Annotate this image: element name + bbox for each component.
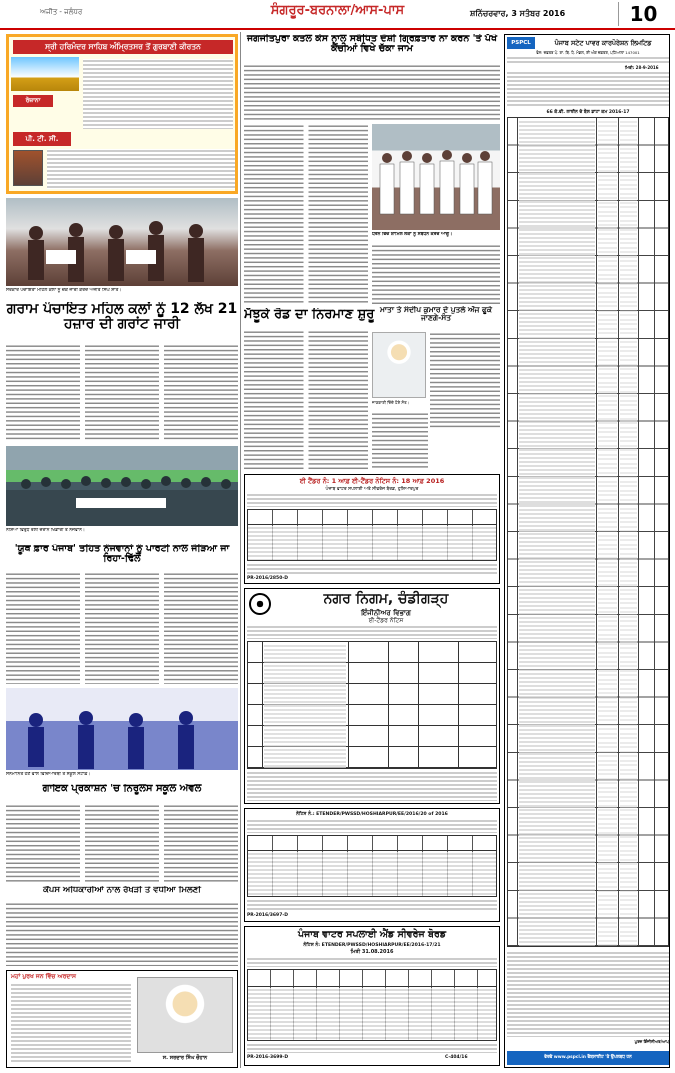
photo-people-illustration: [6, 198, 238, 286]
lead-headline: ਜਗਜੀਤਪੁਰਾ ਕਤਲ ਕੇਸ ਨਾਲ ਸਬੰਧਿਤ ਦੋਸ਼ੀ ਗ੍ਰਿਫ਼ਤਾਰ ਨਾ ਕਰਨ 'ਤੇ ਪੱਖੋ ਕੈਂਚੀਆਂ ਵਿਖੇ ਚੱਕਾ ਜਾਮ: [246, 34, 498, 54]
tender1-footer-text: [247, 563, 497, 575]
nagar-nigam-title: ਨਗਰ ਨਿਗਮ, ਚੰਡੀਗੜ੍ਹ: [323, 591, 449, 607]
gurbani-ad-text2: [47, 149, 235, 189]
pspcl-ad: [504, 34, 670, 1068]
pwssb-footer: [247, 1043, 497, 1053]
obituary-portrait: [137, 977, 233, 1053]
pspcl-footer: ਵੇਰਵੇ www.pspcl.in ਵੈੱਬਸਾਈਟ 'ਤੇ ਉਪਲਬਧ ਹਨ: [507, 1051, 669, 1065]
photo-rally-caption: ਨਸ਼ਿਆਂ ਵਿਰੁੱਧ ਰੈਲੀ ਦੌਰਾਨ ਖਿਡਾਰੀ ਤੇ ਨੌਜਵਾਨ।: [6, 528, 85, 533]
pwssb-ref: PR-2016-3699-D: [247, 1055, 289, 1060]
photo-sant: [372, 332, 426, 398]
photo-panchayat-caption: ਸਰਕਾਰ ਪੰਚਾਇਤਾਂ ਮਹਿਲ ਕਲਾਂ ਨੂੰ ਚੈੱਕ ਜਾਰੀ ਕਰਦੇ ਅਜੀਤ ਸਿੰਘ ਸ਼ਾਂਤ।: [6, 288, 122, 293]
lead-photo: [372, 124, 500, 230]
gurbani-ad: [6, 34, 238, 194]
portrait-photo: [13, 150, 43, 186]
pspcl-logo: PSPCL: [507, 37, 535, 49]
pwssb-intro: [247, 957, 497, 967]
badge-ptc: ਪੀ. ਟੀ. ਸੀ.: [13, 132, 71, 146]
obituary-title: ਮਹਾਂ ਪੁਰਖ ਜਨ ਵਿੱਚ ਅਰਦਾਸ: [11, 973, 77, 980]
photo-students-illustration: [6, 688, 238, 770]
tender1-table: [247, 509, 497, 561]
photo-students: [6, 688, 238, 770]
obituary-text: [11, 983, 131, 1063]
tender2-ref: PR-2016/3697-D: [247, 913, 288, 918]
headline-grant: ਗਰਾਮ ਪੰਚਾਇਤ ਮਹਿਲ ਕਲਾਂ ਨੂੰ 12 ਲੱਖ 21 ਹਜ਼ਾਰ ਦੀ ਗਰਾਂਟ ਜਾਰੀ: [6, 302, 238, 332]
tender2-ad: [244, 808, 500, 922]
issue-date: ਸ਼ਨਿੱਚਰਵਾਰ, 3 ਸਤੰਬਰ 2016: [470, 9, 566, 18]
obituary-name: ਸ. ਸਰਦਾਰ ਸਿੰਘ ਚੌਹਾਨ: [162, 1055, 208, 1061]
left-column: [6, 32, 238, 1068]
lead-story-text: [244, 64, 500, 122]
story-school-text: [6, 804, 238, 882]
story-grant-text: [6, 344, 238, 442]
story-effigy-text: [430, 332, 500, 428]
headline-road: ਮੱਝੂਕੇ ਰੋਡ ਦਾ ਨਿਰਮਾਣ ਸ਼ੁਰੂ: [244, 308, 375, 322]
story-effigy-text2: [372, 412, 428, 470]
pspcl-table: [507, 117, 669, 947]
lead-story-text-left: [244, 124, 368, 304]
emblem-icon: [249, 593, 271, 615]
nagar-nigam-ad: [244, 588, 500, 804]
city-label: ਅਜੀਤ - ਜਲੰਧਰ: [40, 8, 83, 16]
badge-rozana: ਰੋਜ਼ਾਨਾ: [13, 95, 53, 107]
headline-effigy: ਮਾਤਾ ਤੇ ਸੰਦੀਪ ਕੁਮਾਰ ਦੇ ਪੁਤਲੇ ਅੱਜ ਫੂਕੇ ਜਾਣਗੇ-ਸੰਤ: [379, 306, 493, 322]
photo-rally: [6, 446, 238, 526]
lead-photo-illustration: [372, 124, 500, 230]
headline-school: ਗਾਇਕ ਪ੍ਰਕਾਸ਼ਨੇ 'ਚ ਨਿਰੂਲਸ ਸਕੂਲ ਅੱਵਲ: [42, 784, 202, 794]
photo-panchayat: [6, 198, 238, 286]
nagar-nigam-notice: ਈ-ਟੈਂਡਰ ਨੋਟਿਸ: [368, 617, 404, 624]
lead-photo-caption: ਧਰਨੇ ਵਿਚ ਸ਼ਾਮਿਲ ਲੋਕਾਂ ਨੂੰ ਸੰਬੋਧਨ ਕਰਦੇ ਆਗੂ।: [372, 232, 453, 237]
obituary-ad: [6, 970, 238, 1068]
pwssb-code: C-404/16: [445, 1055, 468, 1060]
story-campus-text: [6, 902, 238, 966]
middle-column: [244, 32, 500, 1068]
page-number: 10: [618, 2, 668, 26]
pspcl-table-title: 66 ਕੇ.ਵੀ. ਲਾਈਨ ਦੇ ਬੋਲ ਡਾਟਾ ਕਮ 2016-17: [546, 110, 630, 115]
tender2-table: [247, 835, 497, 897]
pspcl-intro: [507, 71, 669, 107]
gurbani-ad-title: ਸ੍ਰੀ ਹਰਿਮੰਦਰ ਸਾਹਿਬ ਅੰਮ੍ਰਿਤਸਰ ਤੋਂ ਗੁਰਬਾਣੀ ਕੀਰਤਨ: [13, 40, 233, 54]
tender1-ad: [244, 474, 500, 584]
gurbani-ad-text: [83, 59, 233, 129]
section-title: ਸੰਗਰੂਰ-ਬਰਨਾਲਾ/ਆਸ-ਪਾਸ: [270, 3, 405, 18]
photo-sant-caption: ਜਾਣਕਾਰੀ ਦਿੰਦੇ ਹੋਏ ਸੰਤ।: [372, 400, 410, 405]
pspcl-title: ਪੰਜਾਬ ਸਟੇਟ ਪਾਵਰ ਕਾਰਪੋਰੇਸ਼ਨ ਲਿਮਟਿਡ: [554, 39, 652, 47]
pwssb-date: ਮਿਤੀ 31.08.2016: [350, 949, 394, 955]
tender1-intro: [247, 493, 497, 507]
pspcl-terms: [507, 951, 669, 1037]
golden-temple-image: [11, 57, 79, 91]
pwssb-table: [247, 969, 497, 1041]
story-road-text: [244, 330, 368, 470]
nagar-nigam-intro: [247, 625, 497, 639]
pwssb-title: ਪੰਜਾਬ ਵਾਟਰ ਸਪਲਾਈ ਐਂਡ ਸੀਵਰੇਜ ਬੋਰਡ: [297, 929, 447, 940]
pspcl-date: ਮਿਤੀ: 28-9-2016: [625, 65, 659, 70]
photo-crowd-illustration: [6, 446, 238, 526]
pwssb-notice: ਨੋਟਿਸ ਨੰ: ETENDER/PWSSD/HOSHIARPUR/EE/2016-17/21: [303, 943, 441, 948]
tender1-subtitle: ਪੰਜਾਬ ਵਾਟਰ ਸਪਲਾਈ ਅਤੇ ਸੀਵਰੇਜ ਬੋਰਡ, ਹੁਸ਼ਿਆਰਪੁਰ: [325, 487, 419, 492]
story-youth-text: [6, 572, 238, 684]
headline-campus: ਕੈਂਪਸ ਅਧਿਕਾਰੀਆਂ ਨਾਲ ਰੱਖੜੀ ਤੇ ਵਧੀਆ ਮਿਲਣੀ: [43, 886, 201, 895]
tender1-title: ਈ ਟੈਂਡਰ ਨੰ: 1 ਆਫ਼ ਈ-ਟੈਂਡਰ ਨੋਟਿਸ ਨੰ: 18 ਆਫ਼ 2016: [299, 477, 445, 485]
headline-youth: 'ਯੂਥ ਫ਼ਾਰ ਪੰਜਾਬ' ਤਹਿਤ ਨੌਜਵਾਨਾਂ ਨੂੰ ਪਾਰਟੀ ਨਾਲ ਜੋੜਿਆ ਜਾ ਰਿਹਾ-ਢਿੱਲੋਂ: [14, 544, 230, 564]
tender2-title: ਨੋਟਿਸ ਨੰ.: ETENDER/PWSSD/HOSHIARPUR/EE/2016/20 of 2016: [296, 812, 448, 817]
pspcl-address: ਫੋਨ: ਦਫ਼ਤਰ ਪੰ. ਰਾ. ਬਿ. ਪੈ. ਮੰਡਲ, ਈ ਅੰਕ ਦਫ਼ਤਰ, ਪਟਿਆਲਾ 147001: [536, 50, 640, 55]
tender2-intro: [247, 819, 497, 833]
pwssb-ad: [244, 926, 500, 1066]
nagar-nigam-table: [247, 641, 497, 769]
pspcl-sign: ਪੁਰਜ਼ ਇੰਜੀਨੀਅਰ/ਆਪ: [634, 1039, 669, 1044]
masthead: [0, 0, 675, 30]
photo-students-caption: ਸਨਮਾਨਿਤ ਹੋਣ ਵਾਲੇ ਵਿਦਿਆਰਥੀ ਤੇ ਸਕੂਲ ਸਟਾਫ਼।: [6, 772, 91, 777]
nagar-nigam-footer: [247, 771, 497, 801]
tender1-ref: PR-2016/2850-D: [247, 576, 288, 581]
column-rule: [240, 32, 241, 1068]
pspcl-address-more: [507, 56, 669, 64]
lead-story-text-right: [372, 244, 500, 304]
nagar-nigam-dept: ਇੰਜੀਨੀਅਰ ਵਿਭਾਗ: [361, 609, 411, 617]
tender2-footer: [247, 899, 497, 911]
